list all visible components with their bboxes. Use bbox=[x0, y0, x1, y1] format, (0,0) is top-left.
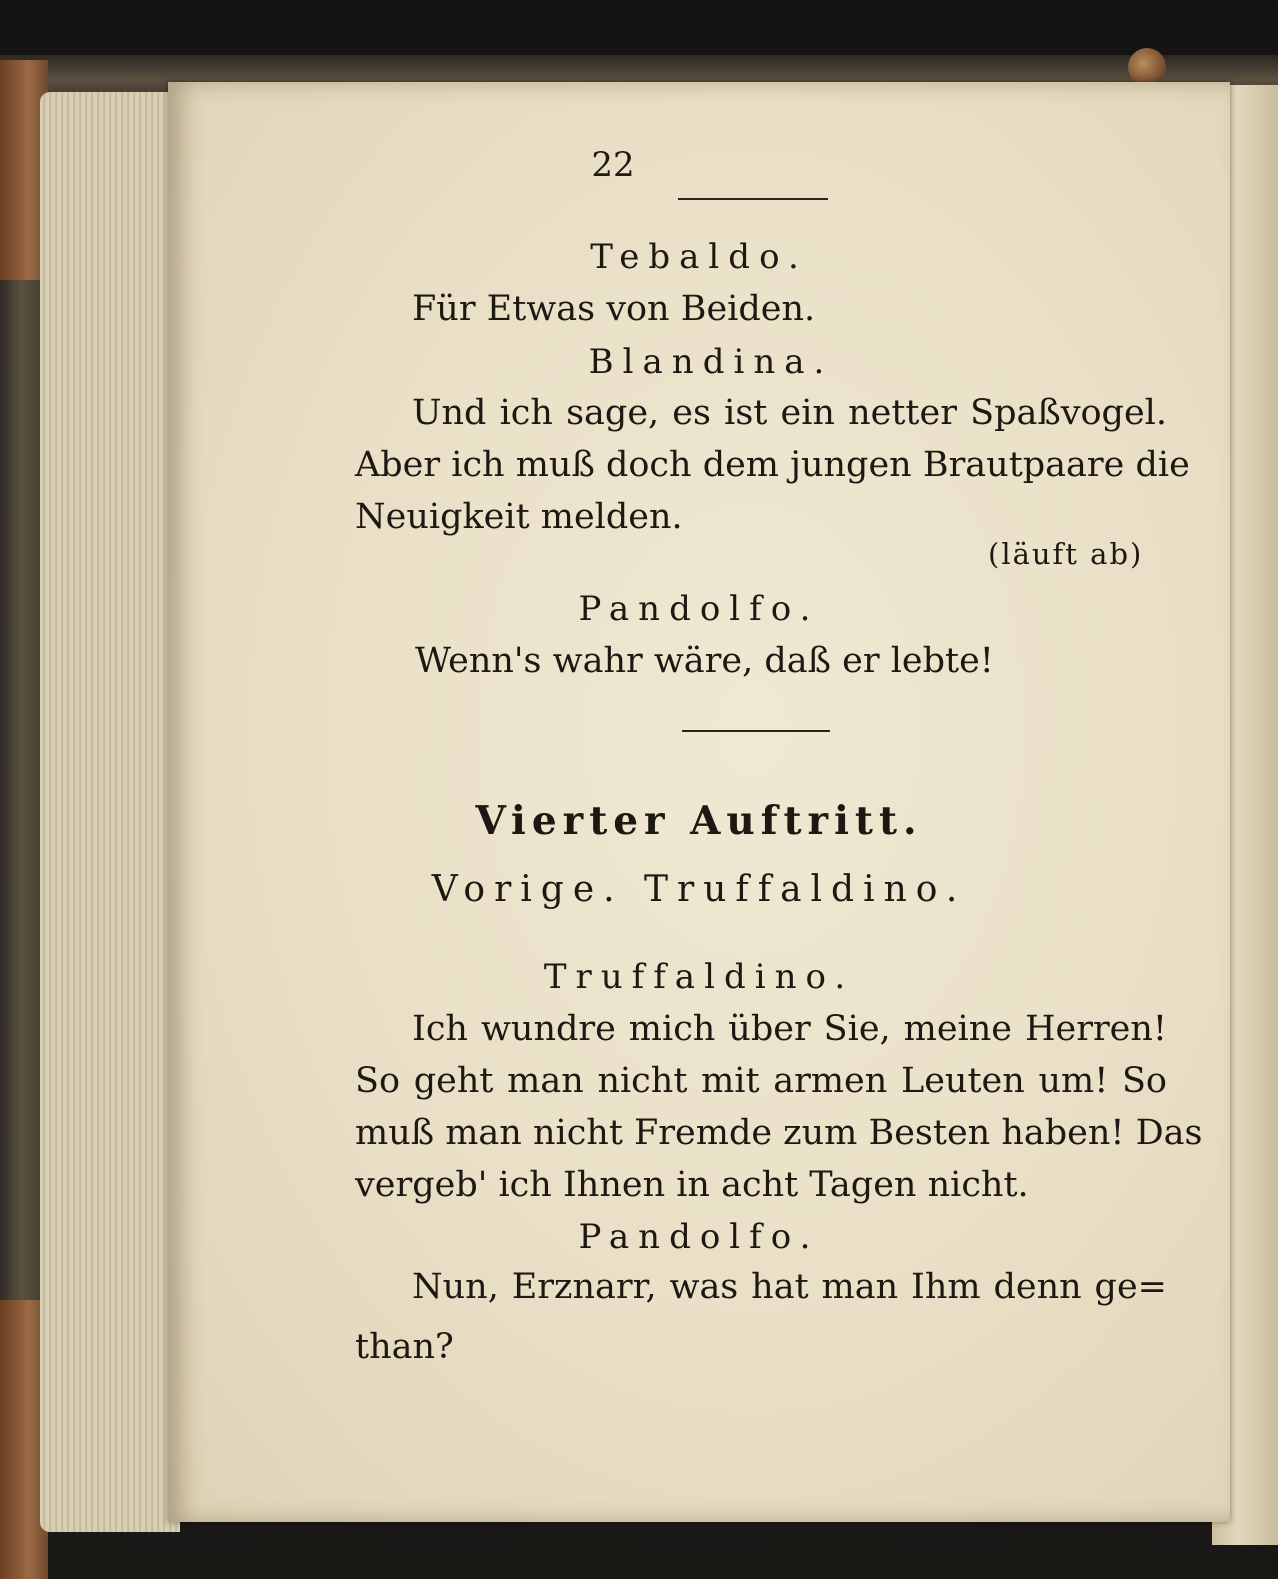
page-stack-edge bbox=[40, 92, 180, 1532]
dialogue-line: Ich wundre mich über Sie, meine Herren! bbox=[412, 1009, 1167, 1049]
dialogue-line: Wenn's wahr wäre, daß er lebte! bbox=[415, 641, 994, 681]
page-number: 22 bbox=[591, 145, 635, 185]
dialogue-line: vergeb' ich Ihnen in acht Tagen nicht. bbox=[355, 1165, 1029, 1205]
dialogue-line: Und ich sage, es ist ein netter Spaßvogel. bbox=[412, 393, 1167, 433]
dialogue-line: Nun, Erznarr, was hat man Ihm denn ge= bbox=[412, 1267, 1167, 1307]
header-rule bbox=[678, 198, 828, 200]
speaker-name: Blandina. bbox=[588, 342, 834, 382]
scene-persons: Vorige. Truffaldino. bbox=[431, 869, 967, 910]
dialogue-line: So geht man nicht mit armen Leuten um! So bbox=[355, 1061, 1167, 1101]
clasp-icon bbox=[1128, 48, 1166, 86]
dialogue-line: muß man nicht Fremde zum Besten haben! Das bbox=[355, 1113, 1203, 1153]
speaker-name: Pandolfo. bbox=[578, 1217, 820, 1257]
speaker-name: Pandolfo. bbox=[578, 589, 820, 629]
dialogue-line: Neuigkeit melden. bbox=[355, 497, 683, 537]
speaker-name: Tebaldo. bbox=[590, 237, 808, 277]
dialogue-line: than? bbox=[355, 1327, 454, 1367]
speaker-name: Truffaldino. bbox=[543, 957, 855, 997]
dialogue-line: Für Etwas von Beiden. bbox=[412, 289, 816, 329]
stage-direction: (läuft ab) bbox=[988, 537, 1144, 571]
scene-divider bbox=[682, 730, 830, 732]
scene-title: Vierter Auftritt. bbox=[475, 798, 923, 844]
dialogue-line: Aber ich muß doch dem jungen Brautpaare die bbox=[355, 445, 1190, 485]
